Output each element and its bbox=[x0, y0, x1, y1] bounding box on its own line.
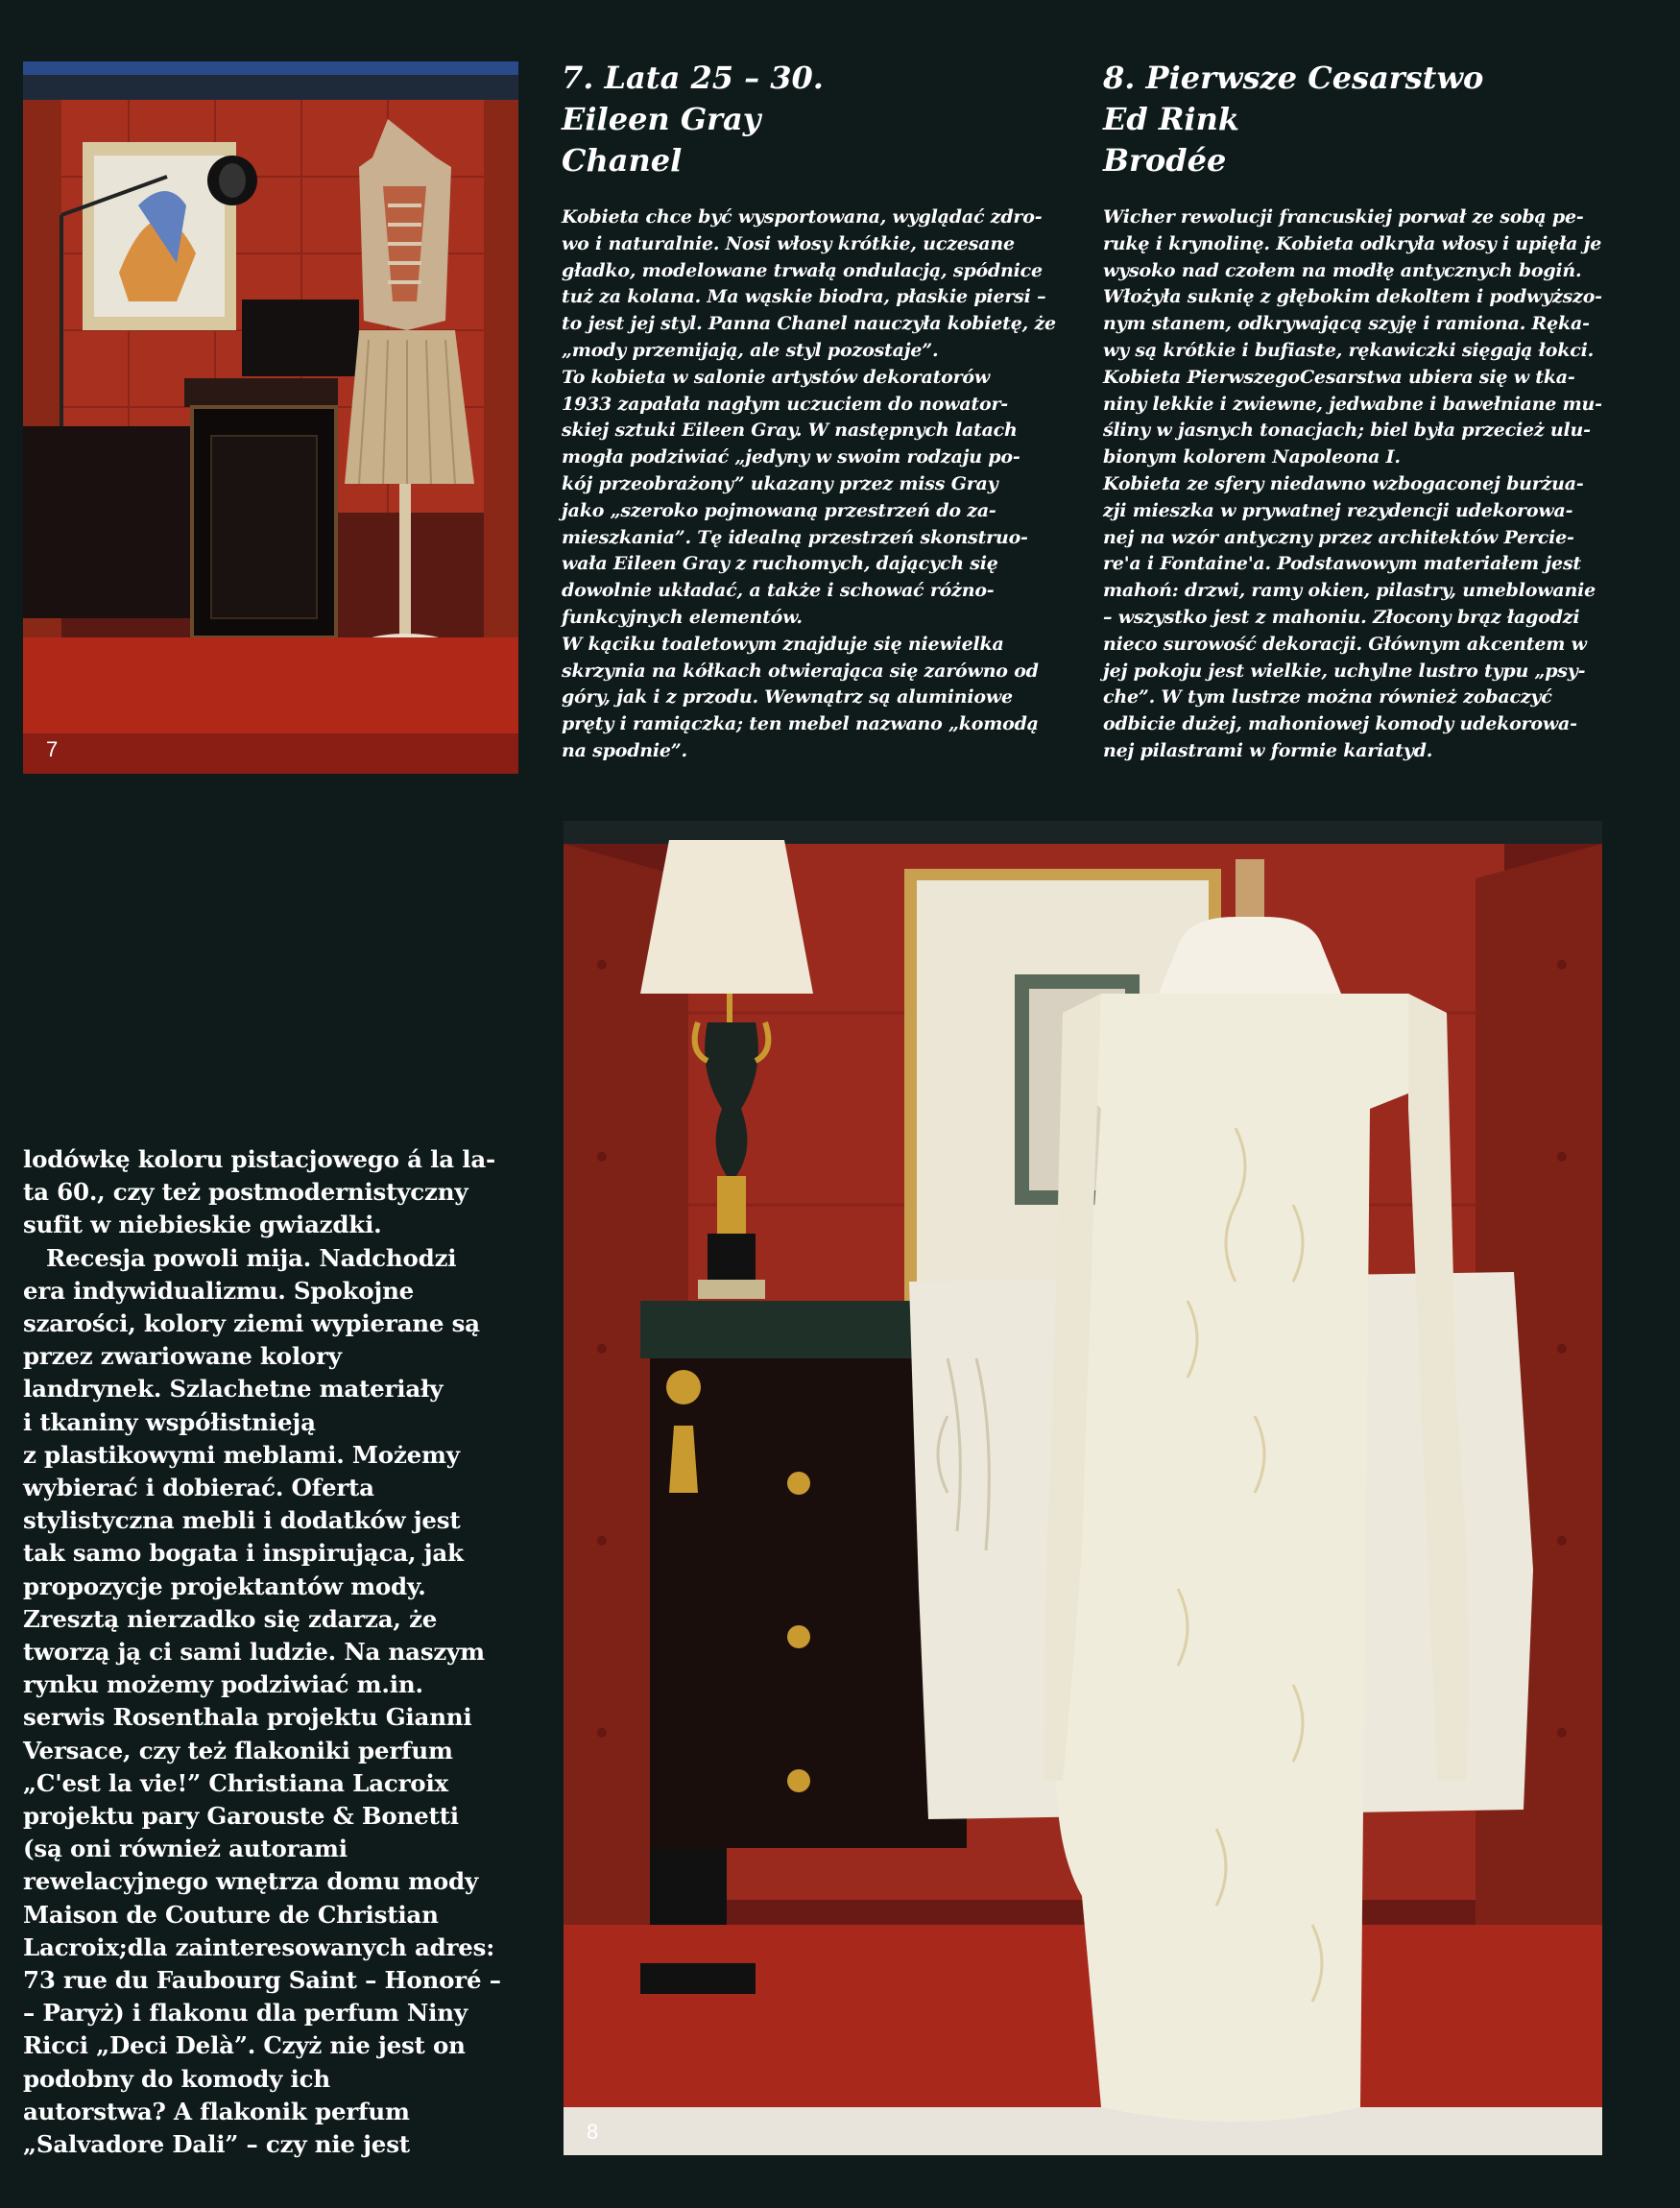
text-line: projektu pary Garouste & Bonetti bbox=[23, 1802, 459, 1831]
text-line: przez zwariowane kolory bbox=[23, 1342, 342, 1371]
section-7 bbox=[562, 58, 1061, 765]
text-line: z plastikowymi meblami. Możemy bbox=[23, 1440, 460, 1469]
text-line: Kobieta chce być wysportowana, wyglądać zdro- bbox=[562, 206, 1043, 228]
text-line: skiej sztuki Eileen Gray. W następnych latach bbox=[562, 420, 1018, 442]
text-line: i tkaniny współistnieją bbox=[23, 1407, 316, 1436]
text-line: landrynek. Szlachetne materiały bbox=[23, 1375, 444, 1404]
text-line: mogła podziwiać „jedyny w swoim rodzaju po- bbox=[562, 446, 1020, 468]
main-article-text bbox=[23, 1143, 561, 2161]
text-line: gładko, modelowane trwałą ondulacją, spódnice bbox=[562, 259, 1043, 281]
section-8-body bbox=[1103, 204, 1621, 765]
text-line: wybierać i dobierać. Oferta bbox=[23, 1474, 374, 1502]
section-8-heading bbox=[1103, 58, 1621, 181]
text-line: bionym kolorem Napoleona I. bbox=[1103, 446, 1401, 468]
text-line: nej na wzór antyczny przez architektów Percie- bbox=[1103, 526, 1574, 548]
section-8-brand: Brodée bbox=[1103, 142, 1227, 179]
section-8-designer: Ed Rink bbox=[1103, 101, 1240, 137]
text-line: niny lekkie i zwiewne, jedwabne i bawełniane mu- bbox=[1103, 393, 1602, 415]
text-line: nej pilastrami w formie kariatyd. bbox=[1103, 739, 1433, 761]
text-line: che”. W tym lustrze można również zobaczyć bbox=[1103, 686, 1552, 708]
text-line: Kobieta PierwszegoCesarstwa ubiera się w tka- bbox=[1103, 366, 1575, 388]
photo-8-number: 8 bbox=[587, 2120, 599, 2144]
text-line: na spodnie”. bbox=[562, 739, 687, 761]
text-line: wo i naturalnie. Nosi włosy krótkie, uczesane bbox=[562, 232, 1015, 254]
text-line: rynku możemy podziwiać m.in. bbox=[23, 1670, 423, 1699]
section-7-title: 7. Lata 25 – 30. bbox=[562, 60, 824, 96]
text-line: (są oni również autorami bbox=[23, 1835, 348, 1863]
photo-8-empire-display bbox=[564, 821, 1602, 2155]
text-line: lodówkę koloru pistacjowego á la la- bbox=[23, 1145, 496, 1173]
text-line: 73 rue du Faubourg Saint – Honoré – bbox=[23, 1966, 501, 1995]
text-line: śliny w jasnych tonacjach; biel była przecież ulu- bbox=[1103, 420, 1591, 442]
text-line: jej pokoju jest wielkie, uchylne lustro typu „psy- bbox=[1103, 660, 1586, 682]
text-line: Recesja powoli mija. Nadchodzi bbox=[46, 1243, 457, 1272]
text-line: nym stanem, odkrywającą szyję i ramiona. Ręka- bbox=[1103, 313, 1590, 335]
text-line: wysoko nad czołem na modłę antycznych bogiń. bbox=[1103, 259, 1582, 281]
text-line: stylistyczna mebli i dodatków jest bbox=[23, 1506, 461, 1535]
photo-7-chanel-display bbox=[23, 61, 518, 774]
text-line: odbicie dużej, mahoniowej komody udekorowa- bbox=[1103, 713, 1577, 735]
text-line: ta 60., czy też postmodernistyczny bbox=[23, 1178, 468, 1207]
text-line: szarości, kolory ziemi wypierane są bbox=[23, 1309, 480, 1338]
text-line: „C'est la vie!” Christiana Lacroix bbox=[23, 1768, 448, 1797]
text-line: kój przeobrażony” ukazany przez miss Gray bbox=[562, 472, 998, 494]
section-7-brand: Chanel bbox=[562, 142, 683, 179]
text-line: zji mieszka w prywatnej rezydencji udekorowa- bbox=[1103, 499, 1573, 521]
text-line: skrzynia na kółkach otwierająca się zarówno od bbox=[562, 660, 1039, 682]
text-line: Ricci „Deci Delà”. Czyż nie jest on bbox=[23, 2031, 466, 2060]
text-line: Versace, czy też flakoniki perfum bbox=[23, 1736, 453, 1764]
text-line: tuż za kolana. Ma wąskie biodra, płaskie piersi – bbox=[562, 286, 1046, 308]
text-line: Lacroix;dla zainteresowanych adres: bbox=[23, 1932, 495, 1961]
text-line: re'a i Fontaine'a. Podstawowym materiałem jest bbox=[1103, 553, 1582, 575]
text-line: mahoń: drzwi, ramy okien, pilastry, umeblowanie bbox=[1103, 580, 1596, 602]
text-line: – Paryż) i flakonu dla perfum Niny bbox=[23, 1999, 468, 2028]
text-line: jako „szeroko pojmowaną przestrzeń do za- bbox=[562, 499, 996, 521]
section-8 bbox=[1103, 58, 1621, 765]
text-line: era indywidualizmu. Spokojne bbox=[23, 1276, 415, 1305]
text-line: góry, jak i z przodu. Wewnątrz są aluminiowe bbox=[562, 686, 1013, 708]
text-line: „Salvadore Dali” – czy nie jest bbox=[23, 2130, 410, 2159]
section-8-title: 8. Pierwsze Cesarstwo bbox=[1103, 60, 1484, 96]
text-line: serwis Rosenthala projektu Gianni bbox=[23, 1703, 472, 1732]
text-line: Zresztą nierzadko się zdarza, że bbox=[23, 1604, 438, 1633]
text-line: Wicher rewolucji francuskiej porwał ze sobą pe- bbox=[1103, 206, 1584, 228]
text-line: wy są krótkie i bufiaste, rękawiczki sięgają łokci. bbox=[1103, 339, 1595, 361]
text-line: podobny do komody ich bbox=[23, 2064, 330, 2093]
text-line: Kobieta ze sfery niedawno wzbogaconej burżua- bbox=[1103, 472, 1584, 494]
text-line: 1933 zapałała nagłym uczuciem do nowator- bbox=[562, 393, 1008, 415]
section-7-body bbox=[562, 204, 1061, 765]
text-line: Maison de Couture de Christian bbox=[23, 1900, 439, 1929]
text-line: propozycje projektantów mody. bbox=[23, 1572, 426, 1600]
section-7-designer: Eileen Gray bbox=[562, 101, 761, 137]
text-line: W kąciku toaletowym znajduje się niewielka bbox=[562, 633, 1004, 655]
text-line: pręty i ramiączka; ten mebel nazwano „komodą bbox=[562, 713, 1039, 735]
text-line: – wszystko jest z mahoniu. Złocony brąz łagodzi bbox=[1103, 606, 1580, 628]
text-line: tworzą ją ci sami ludzie. Na naszym bbox=[23, 1638, 485, 1667]
section-7-heading bbox=[562, 58, 1061, 181]
text-line: sufit w niebieskie gwiazdki. bbox=[23, 1211, 382, 1239]
text-line: rewelacyjnego wnętrza domu mody bbox=[23, 1867, 478, 1896]
text-line: rukę i krynolinę. Kobieta odkryła włosy i upięła je bbox=[1103, 232, 1602, 254]
text-line: To kobieta w salonie artystów dekoratorów bbox=[562, 366, 991, 388]
text-line: wała Eileen Gray z ruchomych, dających się bbox=[562, 553, 998, 575]
text-line: funkcyjnych elementów. bbox=[562, 606, 803, 628]
text-line: tak samo bogata i inspirująca, jak bbox=[23, 1539, 464, 1568]
text-line: nieco surowość dekoracji. Głównym akcentem w bbox=[1103, 633, 1587, 655]
text-line: Włożyła suknię z głębokim dekoltem i podwyższo- bbox=[1103, 286, 1602, 308]
text-line: autorstwa? A flakonik perfum bbox=[23, 2097, 410, 2125]
text-line: dowolnie układać, a także i schować różno- bbox=[562, 580, 995, 602]
text-line: to jest jej styl. Panna Chanel nauczyła kobietę, że bbox=[562, 313, 1056, 335]
text-line: mieszkania”. Tę idealną przestrzeń skonstruo- bbox=[562, 526, 1028, 548]
text-line: „mody przemijają, ale styl pozostaje”. bbox=[562, 339, 939, 361]
photo-7-number: 7 bbox=[46, 737, 59, 761]
